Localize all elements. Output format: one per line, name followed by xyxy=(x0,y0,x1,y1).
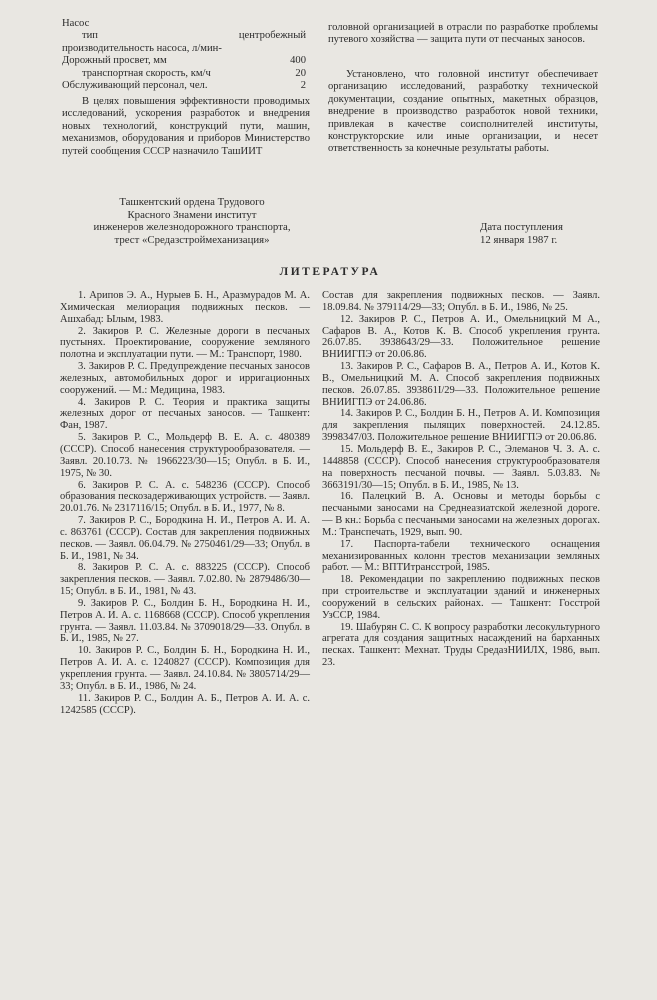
spec-label: производительность насоса, л/мин- xyxy=(62,42,222,54)
reference-item: 18. Рекомендации по закреплению подвижных песков при строительстве и эксплуатации зданий и инженерных сооружений в сельских районах. — Ташкент: Госстрой УзССР, 1984. xyxy=(322,574,600,621)
reference-item: 11. Закиров Р. С., Болдин А. Б., Петров А. И. А. с. 1242585 (СССР). xyxy=(60,692,310,716)
left-paragraph: В целях повышения эффективности проводимых исследований, ускорения разработок и внедрения новых технологий, конструкций пути, машин, механизмов, оборудования и приборов Министерство путей сообщения СССР назначило ТашИИТ xyxy=(62,96,310,157)
spec-label: транспортная скорость, км/ч xyxy=(82,67,211,79)
reference-item: 19. Шабурян С. С. К вопросу разработки лесокультурного агрегата для создания защитных насаждений на барханных песках. Ташкент: Мехнат. Труды СредазНИИЛХ, 1986, вып. 23. xyxy=(322,621,600,669)
reference-item: 17. Паспорта-табели технического оснащения механизированных колонн трестов механизации земляных работ. — М.: ВПТИтрансстрой, 1985. xyxy=(322,538,600,574)
reference-item: 2. Закиров Р. С. Железные дороги в песчаных пустынях. Проектирование, сооружение земляного полотна и эксплуатации пути. — М.: Транспорт, 1980. xyxy=(60,325,310,361)
literature-heading: ЛИТЕРАТУРА xyxy=(279,266,381,278)
spec-label: Дорожный просвет, мм xyxy=(62,55,167,67)
spec-table xyxy=(62,18,312,92)
spec-row xyxy=(62,68,312,80)
reference-item: 4. Закиров Р. С. Теория и практика защиты железных дорог от песчаных заносов. — Ташкент: Фан, 1987. xyxy=(60,396,310,432)
reference-item: 15. Мольдерф В. Е., Закиров Р. С., Элеманов Ч. З. А. с. 1448858 (СССР). Способ нанесения структурообразователя на поверхность песчаной почвы. — Заявл. 5.03.83. № 3663191/30—15; Опубл. в Б. И., 1985, № 13. xyxy=(322,443,600,491)
references-left-column xyxy=(60,290,310,716)
spec-row xyxy=(62,80,312,92)
date-label: Дата поступления xyxy=(480,221,563,233)
spec-row xyxy=(62,18,312,30)
institute-line: Красного Знамени институт xyxy=(127,208,257,221)
spec-value: 20 xyxy=(295,67,306,79)
spec-label: тип xyxy=(82,30,98,42)
receipt-date xyxy=(480,221,610,246)
reference-item: 10. Закиров Р. С., Болдин Б. Н., Бородкина Н. И., Петров А. И. А. с. 1240827 (СССР). Композиция для укрепления грунта. — Заявл. 24.10.84. № 3805714/29—33; Опубл. в Б. И., 1986, № 24. xyxy=(60,645,310,692)
reference-item: 16. Палецкий В. А. Основы и методы борьбы с песчаными заносами на Среднеазиатской железной дороге. — В кн.: Борьба с песчаными заносами на железных дорогах. М.: Транспечать, 1929, вып. 90. xyxy=(322,491,600,538)
institute-line: инженеров железнодорожного транспорта, xyxy=(93,221,291,234)
reference-item: 3. Закиров Р. С. Предупреждение песчаных заносов железных, автомобильных дорог и ирригационных сооружений. — М.: Медицина, 1983. xyxy=(60,361,310,396)
reference-item: Состав для закрепления подвижных песков. — Заявл. 18.09.84. № 379114/29—33; Опубл. в Б. И., 1986, № 25. xyxy=(322,290,600,313)
reference-item: 1. Арипов Э. А., Нурыев Б. Н., Аразмурадов М. А. Химическая мелиорация подвижных песков. — Ашхабад: Ылым, 1983. xyxy=(60,290,310,325)
spec-label: Обслуживающий персонал, чел. xyxy=(62,79,208,91)
reference-item: 8. Закиров Р. С. А. с. 883225 (СССР). Способ закрепления песков. — Заявл. 7.02.80. № 2879486/30—15; Опубл. в Б. И., 1981, № 43. xyxy=(60,562,310,598)
spec-label: Насос xyxy=(62,18,90,29)
spec-row xyxy=(62,55,312,67)
reference-item: 5. Закиров Р. С., Мольдерф В. Е. А. с. 480389 (СССР). Способ нанесения структурообразователя. — Заявл. 20.10.73. № 1966223/30—15; Опубл. в Б. И., 1975, № 30. xyxy=(60,432,310,479)
spec-value: центробежный xyxy=(238,30,306,42)
institute-line: трест «Средазстроймеханизация» xyxy=(114,233,270,246)
reference-item: 7. Закиров Р. С., Бородкина Н. И., Петров А. И. А. с. 863761 (СССР). Состав для закрепления подвижных песков. — Заявл. 06.04.79. № 2750461/29—33; Опубл. в Б. И., 1981, № 34. xyxy=(60,515,310,562)
date-value: 12 января 1987 г. xyxy=(480,233,558,246)
institute-line: Ташкентский ордена Трудового xyxy=(119,196,265,208)
right-paragraph-1: головной организацией в отрасли по разработке проблемы путевого хозяйства — защита пути от песчаных заносов. xyxy=(328,22,598,46)
reference-item: 14. Закиров Р. С., Болдин Б. Н., Петров А. И. Композиция для закрепления пылящих поверхностей. 24.12.85. 3998347/03. Положительное решение ВНИИГПЭ от 20.06.86. xyxy=(322,408,600,444)
reference-item: 6. Закиров Р. С. А. с. 548236 (СССР). Способ образования пескозадерживающих устройств. — Заявл. 20.01.76. № 2317116/15; Опубл. в Б. И., 1977, № 8. xyxy=(60,479,310,515)
institute-affiliation xyxy=(72,196,312,246)
reference-item: 9. Закиров Р. С., Болдин Б. Н., Бородкина Н. И., Петров А. И. А. с. 1168668 (СССР). Способ укрепления грунта. — Заявл. 11.03.84. № 3709018/29—33. Опубл. в Б. И., 1985, № 27. xyxy=(60,597,310,645)
reference-item: 13. Закиров Р. С., Сафаров В. А., Петров А. И., Котов К. В., Омельницкий М. А. Способ закрепления подвижных песков. 26.07.85. 393861I/29—33. Положительное решение ВНИИГПЭ от 24.06.86. xyxy=(322,361,600,408)
references-right-column xyxy=(322,290,600,669)
reference-item: 12. Закиров Р. С., Петров А. И., Омельницкий М А., Сафаров В. А., Котов К. В. Способ укрепления грунта. 26.07.85. 3938643/29—33. Положительное решение ВНИИГПЭ от 20.06.86. xyxy=(322,313,600,361)
spec-value: 2 xyxy=(300,79,306,91)
right-paragraph-2: Установлено, что головной институт обеспечивает организацию исследований, разработку технической документации, создание опытных, макетных образцов, внедрение в производство разработок новой техники, привлекая в качестве соисполнителей институты, конструкторские или иные организации, и несет ответственность за конечные результаты работы. xyxy=(328,69,598,155)
spec-value: 400 xyxy=(290,55,306,67)
